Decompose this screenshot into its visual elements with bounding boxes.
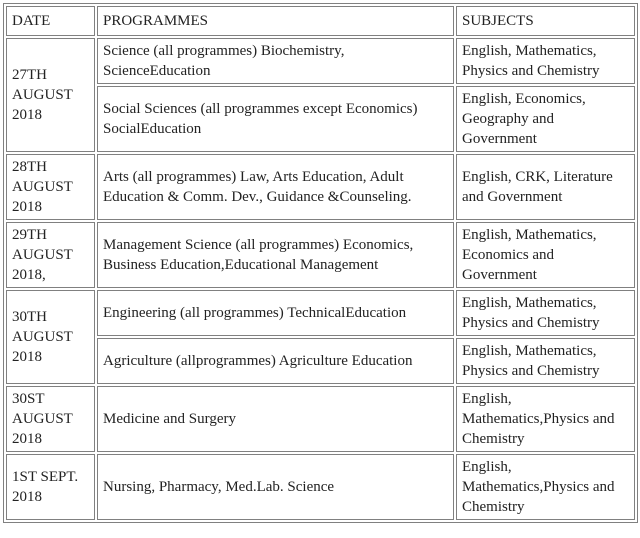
table-row [6, 386, 635, 452]
table-row [6, 154, 635, 220]
programme-cell: Science (all programmes) Biochemistry, ScienceEducation [97, 38, 454, 84]
programme-cell: Agriculture (allprogrammes) Agriculture Education [97, 338, 454, 384]
table-row [6, 454, 635, 520]
subjects-cell: English, CRK, Literature and Government [456, 154, 635, 220]
header-date: DATE [6, 6, 95, 36]
table-body [6, 38, 635, 520]
header-programmes: PROGRAMMES [97, 6, 454, 36]
date-cell: 27TH AUGUST 2018 [6, 38, 95, 152]
subjects-cell: English, Mathematics, Physics and Chemistry [456, 38, 635, 84]
table-row [6, 86, 635, 152]
table-row [6, 290, 635, 336]
date-cell: 29TH AUGUST 2018, [6, 222, 95, 288]
header-subjects: SUBJECTS [456, 6, 635, 36]
table-header [6, 6, 635, 36]
subjects-cell: English, Mathematics,Physics and Chemistry [456, 386, 635, 452]
date-cell: 28TH AUGUST 2018 [6, 154, 95, 220]
programme-cell: Management Science (all programmes) Economics, Business Education,Educational Management [97, 222, 454, 288]
date-cell: 30ST AUGUST 2018 [6, 386, 95, 452]
programme-cell: Arts (all programmes) Law, Arts Education, Adult Education & Comm. Dev., Guidance &Counseling. [97, 154, 454, 220]
programme-cell: Engineering (all programmes) TechnicalEducation [97, 290, 454, 336]
table-row [6, 338, 635, 384]
exam-schedule-table [3, 3, 638, 523]
table-row [6, 38, 635, 84]
subjects-cell: English, Mathematics, Physics and Chemistry [456, 290, 635, 336]
table-row [6, 222, 635, 288]
subjects-cell: English, Economics, Geography and Government [456, 86, 635, 152]
date-cell: 1ST SEPT. 2018 [6, 454, 95, 520]
subjects-cell: English, Mathematics,Physics and Chemistry [456, 454, 635, 520]
programme-cell: Nursing, Pharmacy, Med.Lab. Science [97, 454, 454, 520]
date-cell: 30TH AUGUST 2018 [6, 290, 95, 384]
programme-cell: Social Sciences (all programmes except Economics) SocialEducation [97, 86, 454, 152]
header-row [6, 6, 635, 36]
programme-cell: Medicine and Surgery [97, 386, 454, 452]
subjects-cell: English, Mathematics, Physics and Chemistry [456, 338, 635, 384]
subjects-cell: English, Mathematics, Economics and Government [456, 222, 635, 288]
